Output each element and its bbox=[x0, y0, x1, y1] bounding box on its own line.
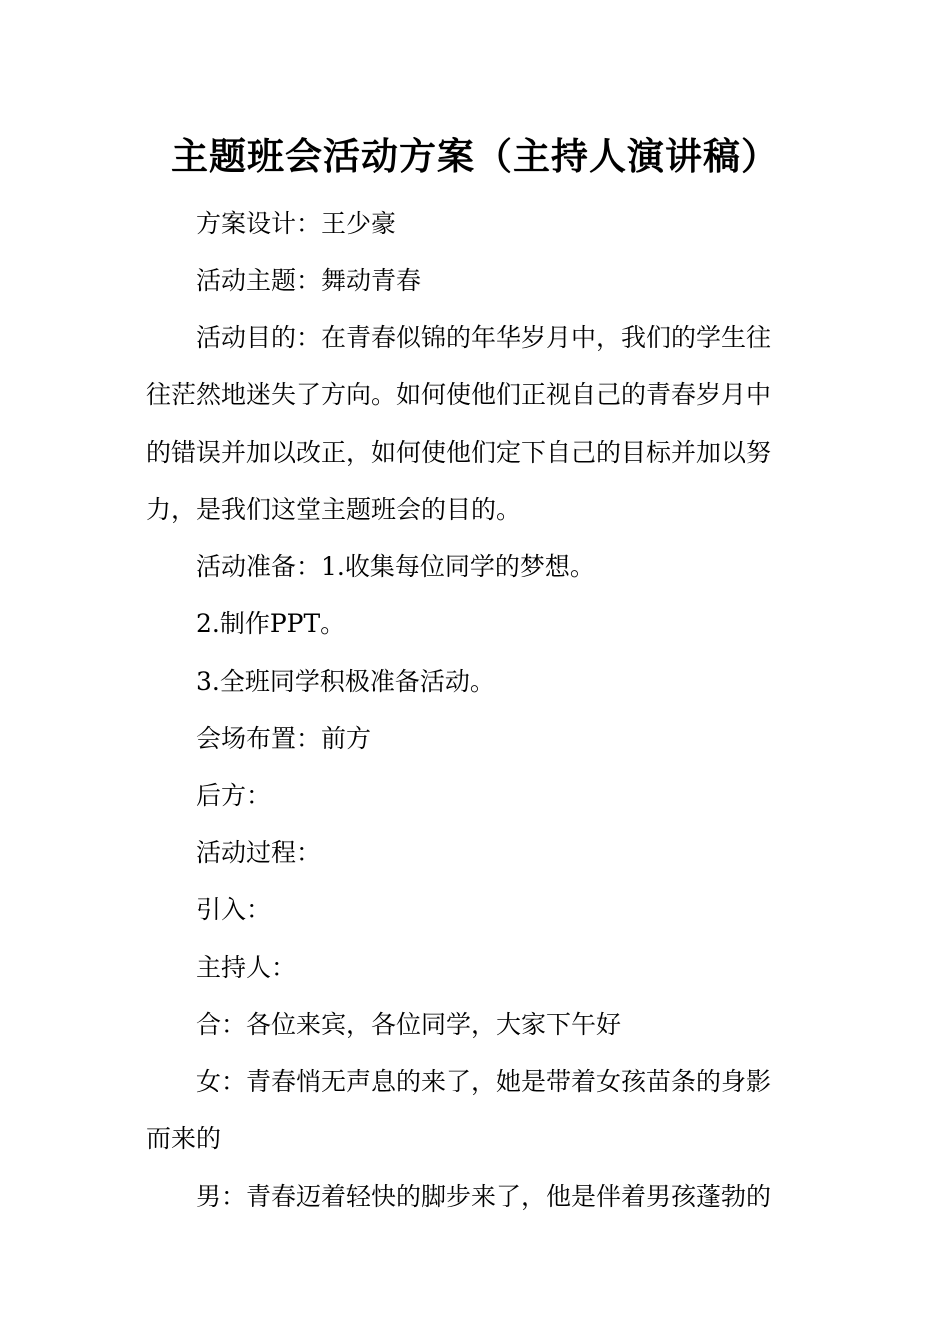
text-line-venue: 会场布置：前方 bbox=[196, 724, 372, 753]
text-line-process: 活动过程： bbox=[196, 838, 322, 867]
text-line-female-cont: 而来的 bbox=[146, 1124, 222, 1153]
text-line-preparation: 活动准备：1.收集每位同学的梦想。 bbox=[196, 552, 595, 581]
text-line-together: 合：各位来宾，各位同学，大家下午好 bbox=[196, 1010, 622, 1039]
text-line-purpose-cont-3: 力，是我们这堂主题班会的目的。 bbox=[146, 495, 522, 524]
text-line-purpose-cont-1: 往茫然地迷失了方向。如何使他们正视自己的青春岁月中 bbox=[146, 380, 772, 409]
text-line-designer: 方案设计：王少豪 bbox=[196, 209, 397, 238]
text-line-preparation-2: 2.制作PPT。 bbox=[196, 609, 346, 638]
text-line-theme: 活动主题：舞动青春 bbox=[196, 266, 422, 295]
text-line-male: 男：青春迈着轻快的脚步来了，他是伴着男孩蓬勃的 bbox=[196, 1182, 772, 1211]
text-line-rear: 后方： bbox=[196, 781, 272, 810]
text-line-intro: 引入： bbox=[196, 895, 272, 924]
text-line-host: 主持人： bbox=[196, 953, 297, 982]
text-line-preparation-3: 3.全班同学积极准备活动。 bbox=[196, 667, 495, 696]
document-title: 主题班会活动方案（主持人演讲稿） bbox=[171, 134, 779, 178]
text-line-purpose: 活动目的：在青春似锦的年华岁月中，我们的学生往 bbox=[196, 323, 772, 352]
text-line-purpose-cont-2: 的错误并加以改正，如何使他们定下自己的目标并加以努 bbox=[146, 438, 772, 467]
text-line-female: 女：青春悄无声息的来了，她是带着女孩苗条的身影 bbox=[196, 1067, 772, 1096]
